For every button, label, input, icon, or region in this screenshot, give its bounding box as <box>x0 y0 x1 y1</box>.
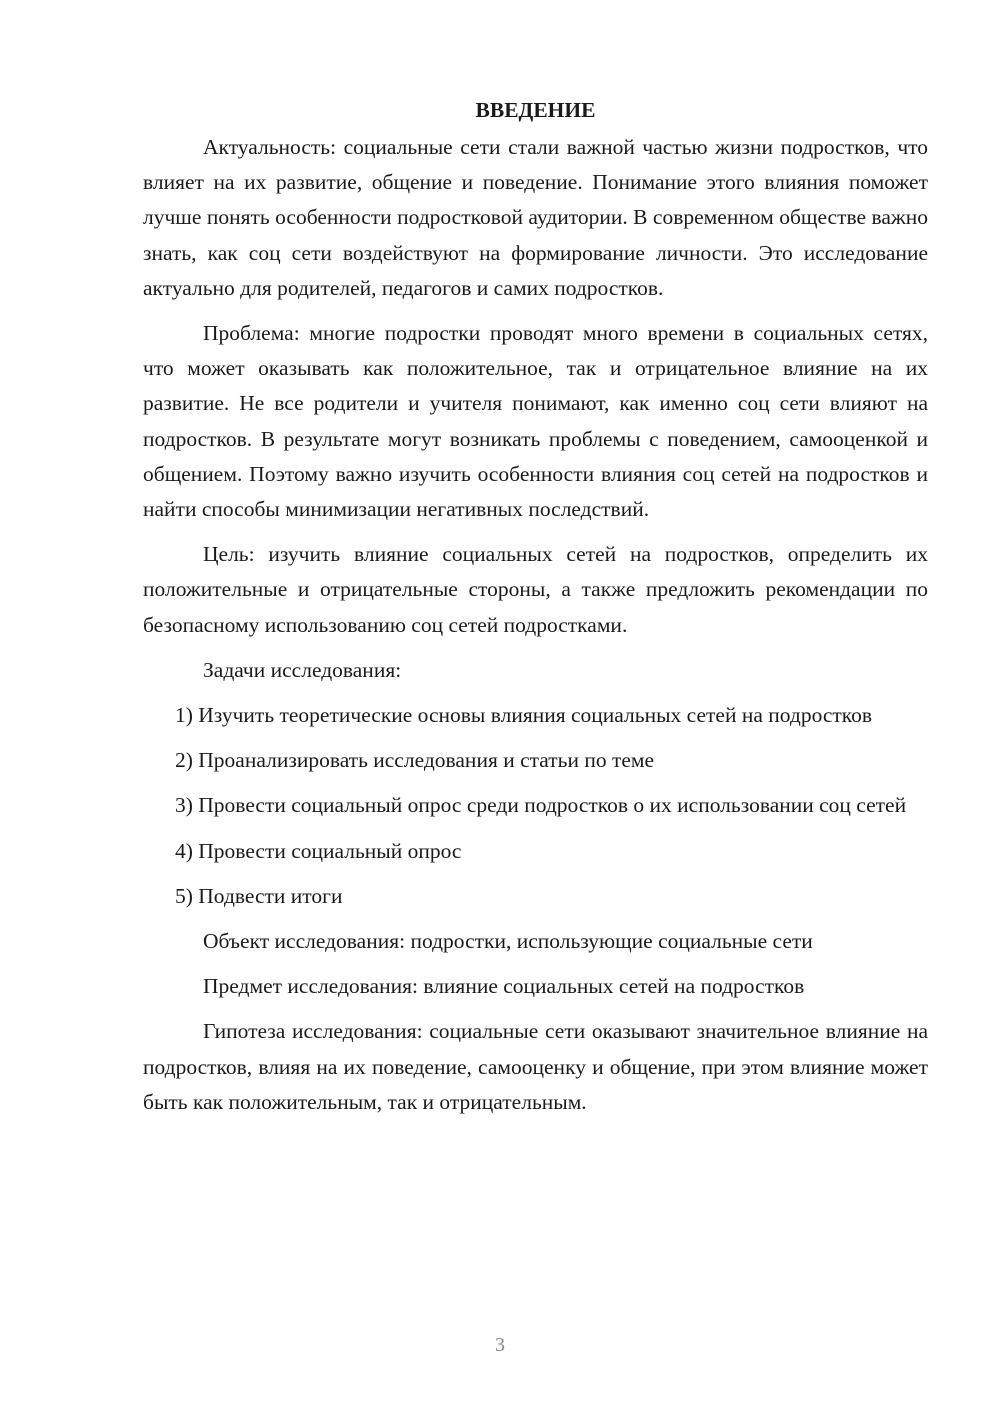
task-item-3: 3) Провести социальный опрос среди подростков о их использовании соц сетей <box>175 793 907 818</box>
research-subject: Предмет исследования: влияние социальных сетей на подростков <box>203 974 805 999</box>
relevance-paragraph: Актуальность: социальные сети стали важной частью жизни подростков, что влияет на их развитие, общение и поведение. Понимание этого влияния поможет лучше понять особенности подростковой аудитории. В современном обществе важно знать, как соц сети воздействуют на формирование личности. Это исследование актуально для родителей, педагогов и самих подростков. <box>143 135 928 300</box>
task-item-4: 4) Провести социальный опрос <box>175 838 462 863</box>
research-object: Объект исследования: подростки, использующие социальные сети <box>203 929 813 954</box>
task-item-5: 5) Подвести итоги <box>175 883 343 908</box>
document-page <box>143 92 928 1130</box>
research-hypothesis: Гипотеза исследования: социальные сети оказывают значительное влияние на подростков, влияя на их поведение, самооценку и общение, при этом влияние может быть как положительным, так и отрицательным. <box>143 1019 928 1114</box>
task-item-1: 1) Изучить теоретические основы влияния социальных сетей на подростков <box>175 703 873 728</box>
goal-paragraph: Цель: изучить влияние социальных сетей на подростков, определить их положительные и отрицательные стороны, а также предложить рекомендации по безопасному использованию соц сетей подростками. <box>143 542 928 637</box>
task-item-2: 2) Проанализировать исследования и статьи по теме <box>175 748 655 773</box>
problem-paragraph: Проблема: многие подростки проводят много времени в социальных сетях, что может оказывать как положительное, так и отрицательное влияние на их развитие. Не все родители и учителя понимают, как именно соц сети влияют на подростков. В результате могут возникать проблемы с поведением, самооценкой и общением. Поэтому важно изучить особенности влияния соц сетей на подростков и найти способы минимизации негативных последствий. <box>143 321 928 522</box>
page-number: 3 <box>495 1334 505 1356</box>
section-title: ВВЕДЕНИЕ <box>475 98 596 122</box>
tasks-heading: Задачи исследования: <box>203 657 402 682</box>
